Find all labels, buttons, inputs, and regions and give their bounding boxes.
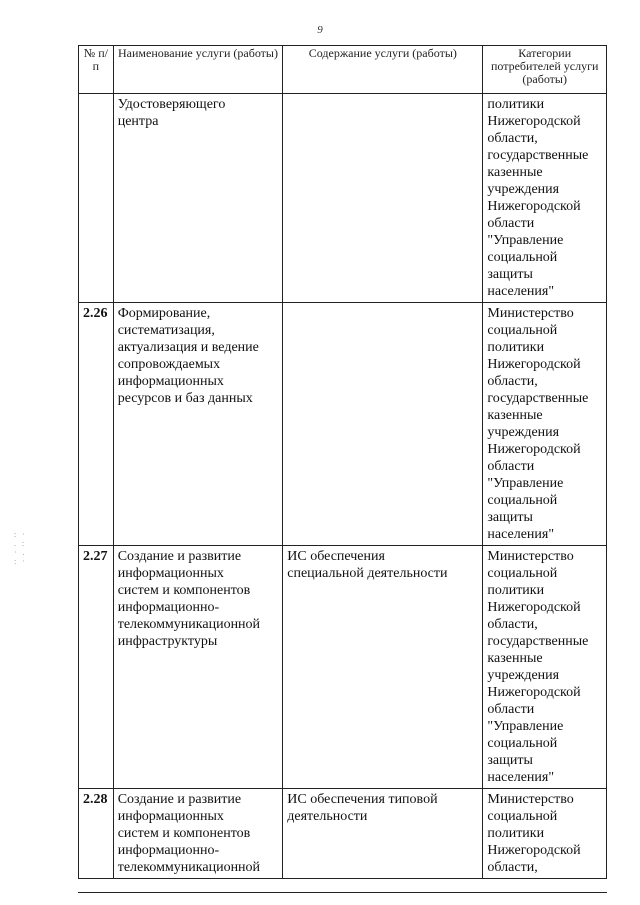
page-number: 9 [317, 24, 323, 36]
consumer-category-line: защиты [487, 753, 533, 768]
service-name-cell [113, 546, 283, 789]
consumer-category-line: учреждения [487, 182, 560, 197]
consumer-category-line: области [487, 702, 535, 717]
consumer-category-line: области, [487, 131, 538, 146]
service-name-line: актуализация и ведение [117, 340, 259, 355]
service-name-line: центра [117, 114, 159, 129]
consumer-category-line: защиты [487, 267, 533, 282]
consumer-category-line: государственные [487, 391, 589, 406]
table-row [79, 546, 607, 789]
service-content-line: ИС обеспечения типовой [287, 792, 438, 807]
service-name-line: информационно- [117, 600, 220, 615]
header-service-content: Содержание услуги (работы) [283, 46, 483, 94]
consumer-category-line: учреждения [487, 668, 560, 683]
row-number: 2.27 [79, 546, 114, 789]
consumer-category-cell [483, 303, 607, 546]
consumer-category-line: политики [487, 826, 545, 841]
consumer-category-line: Министерство [487, 306, 574, 321]
consumer-category-line: области [487, 459, 535, 474]
service-name-line: систематизация, [117, 323, 215, 338]
consumer-category-line: "Управление [487, 719, 564, 734]
service-name-cell [113, 303, 283, 546]
table-row [79, 303, 607, 546]
service-name-line: систем и компонентов [117, 826, 251, 841]
service-name-line: информационно- [117, 843, 220, 858]
consumer-category-line: социальной [487, 566, 558, 581]
consumer-category-line: защиты [487, 510, 533, 525]
service-name-cell [113, 94, 283, 303]
service-content-cell [283, 546, 483, 789]
table-header-row [79, 46, 607, 94]
service-name-line: информационных [117, 566, 224, 581]
service-name-line: информационных [117, 374, 224, 389]
consumer-category-line: области, [487, 617, 538, 632]
consumer-category-line: учреждения [487, 425, 560, 440]
consumer-category-line: Нижегородской [487, 843, 581, 858]
consumer-category-cell [483, 546, 607, 789]
service-name-line: Формирование, [117, 306, 211, 321]
consumer-category-line: социальной [487, 493, 558, 508]
header-service-name: Наименование услуги (работы) [113, 46, 283, 94]
service-name-line: Создание и развитие [117, 549, 242, 564]
consumer-category-line: политики [487, 340, 545, 355]
consumer-category-line: социальной [487, 323, 558, 338]
consumer-category-line: Нижегородской [487, 600, 581, 615]
consumer-category-line: казенные [487, 651, 543, 666]
consumer-category-line: политики [487, 97, 545, 112]
service-name-line: Создание и развитие [117, 792, 242, 807]
consumer-category-line: Нижегородской [487, 442, 581, 457]
service-name-line: информационных [117, 809, 224, 824]
consumer-category-cell [483, 789, 607, 879]
consumer-category-line: политики [487, 583, 545, 598]
row-number [79, 94, 114, 303]
consumer-category-line: области [487, 216, 535, 231]
table-row [79, 94, 607, 303]
service-name-line: Удостоверяющего [117, 97, 226, 112]
consumer-category-line: казенные [487, 165, 543, 180]
table-row [79, 789, 607, 879]
service-name-line: сопровождаемых [117, 357, 221, 372]
row-number: 2.28 [79, 789, 114, 879]
consumer-category-line: Министерство [487, 549, 574, 564]
service-name-line: телекоммуникационной [117, 860, 261, 875]
service-name-cell [113, 789, 283, 879]
header-consumer-category: Категории потребителей услуги (работы) [483, 46, 607, 94]
service-content-line: деятельности [287, 809, 368, 824]
service-content-cell [283, 789, 483, 879]
consumer-category-line: социальной [487, 809, 558, 824]
consumer-category-line: населения" [487, 284, 555, 299]
header-num: № п/п [79, 46, 114, 94]
service-content-cell [283, 303, 483, 546]
row-number: 2.26 [79, 303, 114, 546]
consumer-category-line: Нижегородской [487, 685, 581, 700]
consumer-category-line: Нижегородской [487, 199, 581, 214]
consumer-category-line: "Управление [487, 476, 564, 491]
service-content-line: ИС обеспечения [287, 549, 385, 564]
consumer-category-line: населения" [487, 770, 555, 785]
page-bottom-rule [78, 892, 607, 893]
consumer-category-line: населения" [487, 527, 555, 542]
consumer-category-line: Нижегородской [487, 114, 581, 129]
service-content-cell [283, 94, 483, 303]
consumer-category-line: государственные [487, 634, 589, 649]
consumer-category-line: области, [487, 860, 538, 875]
service-name-line: телекоммуникационной [117, 617, 261, 632]
service-content-line: специальной деятельности [287, 566, 448, 581]
consumer-category-line: социальной [487, 250, 558, 265]
service-name-line: инфраструктуры [117, 634, 218, 649]
service-name-line: систем и компонентов [117, 583, 251, 598]
consumer-category-line: социальной [487, 736, 558, 751]
services-table [78, 45, 607, 879]
consumer-category-line: области, [487, 374, 538, 389]
consumer-category-line: казенные [487, 408, 543, 423]
consumer-category-line: государственные [487, 148, 589, 163]
scan-margin-marks: : · . : · . : · [14, 530, 27, 566]
consumer-category-line: Министерство [487, 792, 574, 807]
consumer-category-line: "Управление [487, 233, 564, 248]
service-name-line: ресурсов и баз данных [117, 391, 253, 406]
consumer-category-cell [483, 94, 607, 303]
consumer-category-line: Нижегородской [487, 357, 581, 372]
